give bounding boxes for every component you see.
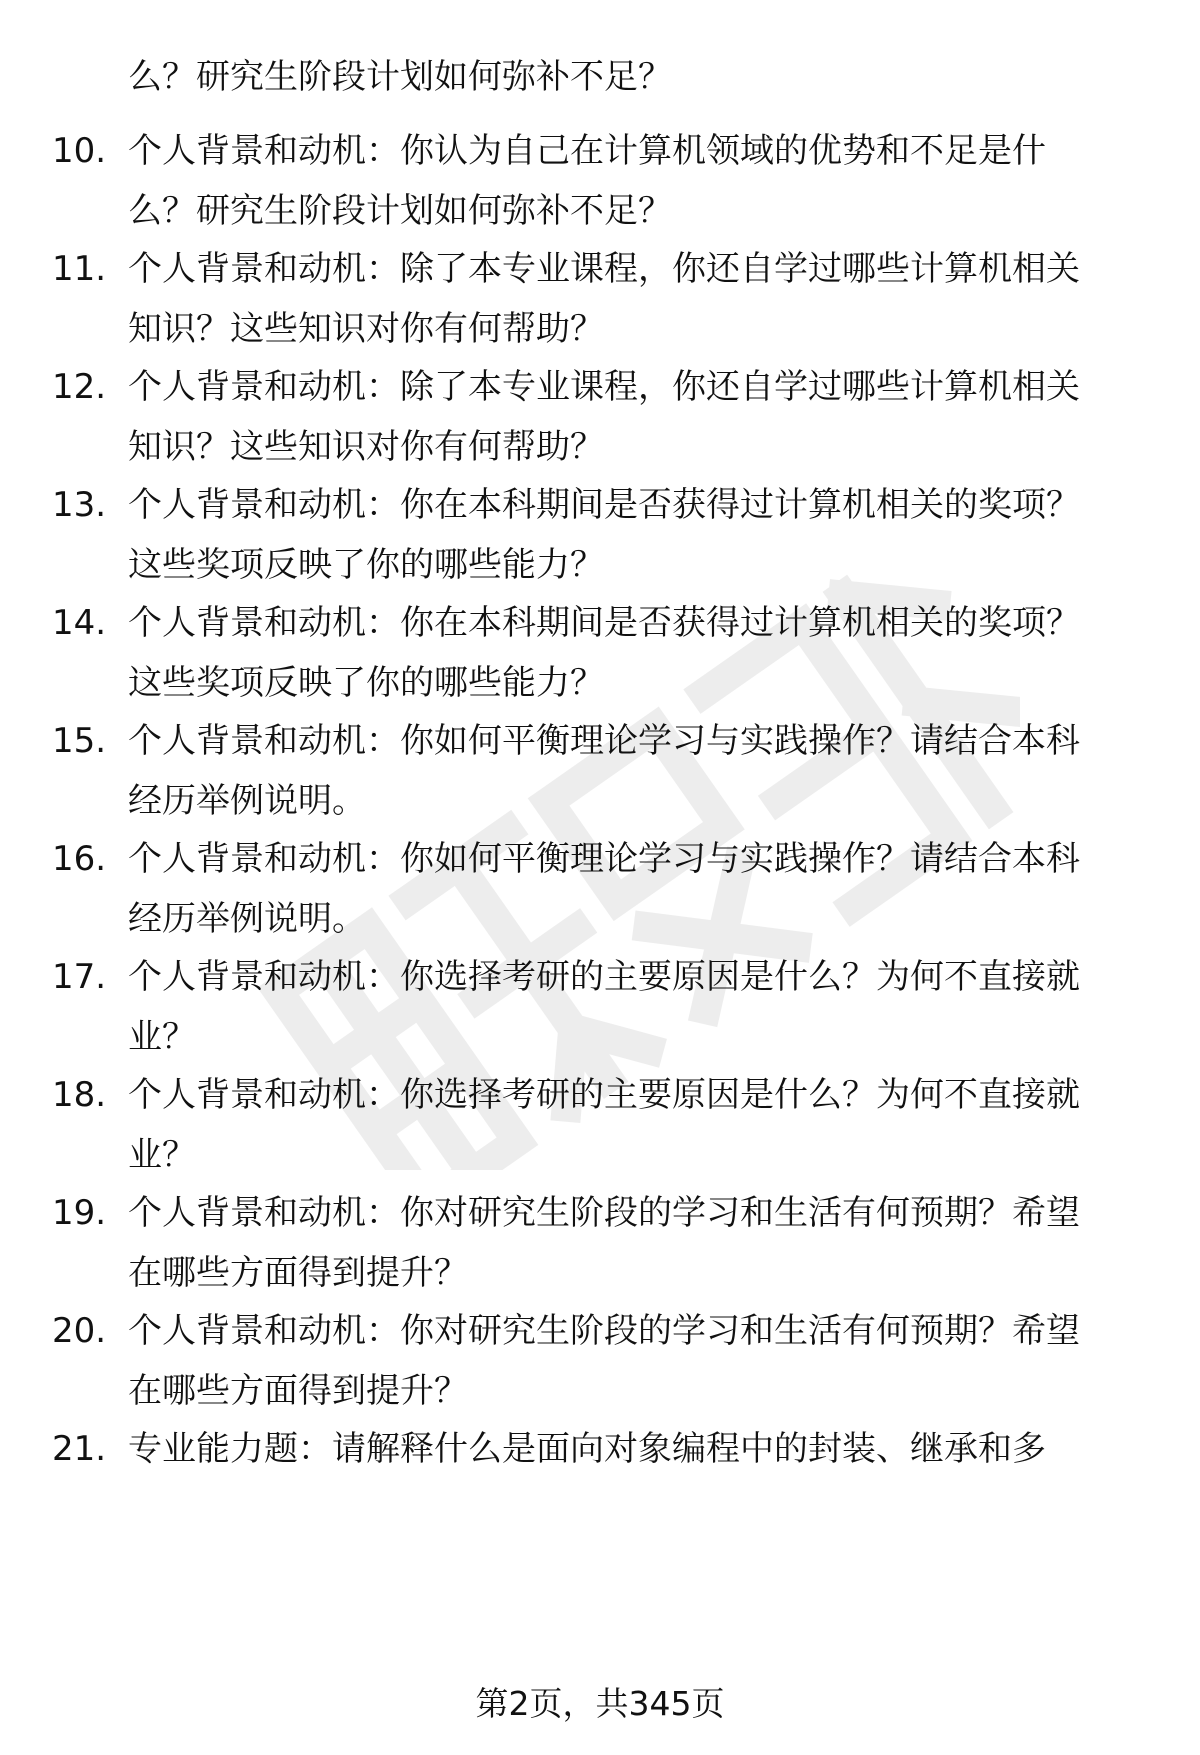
item-text-line2: 在哪些方面得到提升？: [128, 1371, 468, 1411]
item-number: 11.: [52, 249, 107, 289]
list-item: [0, 716, 1200, 826]
item-text-line2: 这些奖项反映了你的哪些能力？: [128, 663, 604, 703]
item-text-line1: 个人背景和动机：你在本科期间是否获得过计算机相关的奖项？: [128, 603, 1080, 643]
continued-line: 么？研究生阶段计划如何弥补不足？: [128, 57, 672, 97]
item-text-line2: 知识？这些知识对你有何帮助？: [128, 309, 604, 349]
item-text-line1: 个人背景和动机：除了本专业课程，你还自学过哪些计算机相关: [128, 367, 1080, 407]
list-item: [0, 1424, 1200, 1534]
item-text-line2: 这些奖项反映了你的哪些能力？: [128, 545, 604, 585]
item-text-line2: 经历举例说明。: [128, 899, 366, 939]
item-number: 15.: [52, 721, 107, 761]
item-text-line1: 个人背景和动机：你认为自己在计算机领域的优势和不足是什: [128, 131, 1046, 171]
list-item: [0, 480, 1200, 590]
list-item: [0, 598, 1200, 708]
item-text-line1: 个人背景和动机：你在本科期间是否获得过计算机相关的奖项？: [128, 485, 1080, 525]
list-item: [0, 1306, 1200, 1416]
item-number: 17.: [52, 957, 107, 997]
item-number: 10.: [52, 131, 107, 171]
item-number: 21.: [52, 1429, 107, 1469]
item-text-line2: 业？: [128, 1017, 196, 1057]
item-number: 12.: [52, 367, 107, 407]
item-text-line1: 个人背景和动机：你如何平衡理论学习与实践操作？请结合本科: [128, 839, 1080, 879]
list-item: [0, 1188, 1200, 1298]
item-number: 16.: [52, 839, 107, 879]
item-text-line2: 么？研究生阶段计划如何弥补不足？: [128, 191, 672, 231]
item-text-line1: 个人背景和动机：你对研究生阶段的学习和生活有何预期？希望: [128, 1193, 1080, 1233]
page-footer: 第2页，共345页: [475, 1684, 725, 1723]
list-item: [0, 244, 1200, 354]
item-number: 13.: [52, 485, 107, 525]
list-item: [0, 362, 1200, 472]
item-text-line1: 个人背景和动机：你如何平衡理论学习与实践操作？请结合本科: [128, 721, 1080, 761]
item-text-line1: 个人背景和动机：除了本专业课程，你还自学过哪些计算机相关: [128, 249, 1080, 289]
item-number: 18.: [52, 1075, 107, 1115]
list-item: [0, 952, 1200, 1062]
item-text-line1: 专业能力题：请解释什么是面向对象编程中的封装、继承和多: [128, 1429, 1046, 1469]
item-text-line2: 业？: [128, 1135, 196, 1175]
item-number: 14.: [52, 603, 107, 643]
list-item: [0, 834, 1200, 944]
list-item: [0, 1070, 1200, 1180]
item-text-line2: 知识？这些知识对你有何帮助？: [128, 427, 604, 467]
item-number: 20.: [52, 1311, 107, 1351]
item-text-line2: 经历举例说明。: [128, 781, 366, 821]
item-text-line2: 在哪些方面得到提升？: [128, 1253, 468, 1293]
item-text-line1: 个人背景和动机：你对研究生阶段的学习和生活有何预期？希望: [128, 1311, 1080, 1351]
list-item: [0, 126, 1200, 236]
item-text-line1: 个人背景和动机：你选择考研的主要原因是什么？为何不直接就: [128, 1075, 1080, 1115]
item-text-line1: 个人背景和动机：你选择考研的主要原因是什么？为何不直接就: [128, 957, 1080, 997]
item-number: 19.: [52, 1193, 107, 1233]
